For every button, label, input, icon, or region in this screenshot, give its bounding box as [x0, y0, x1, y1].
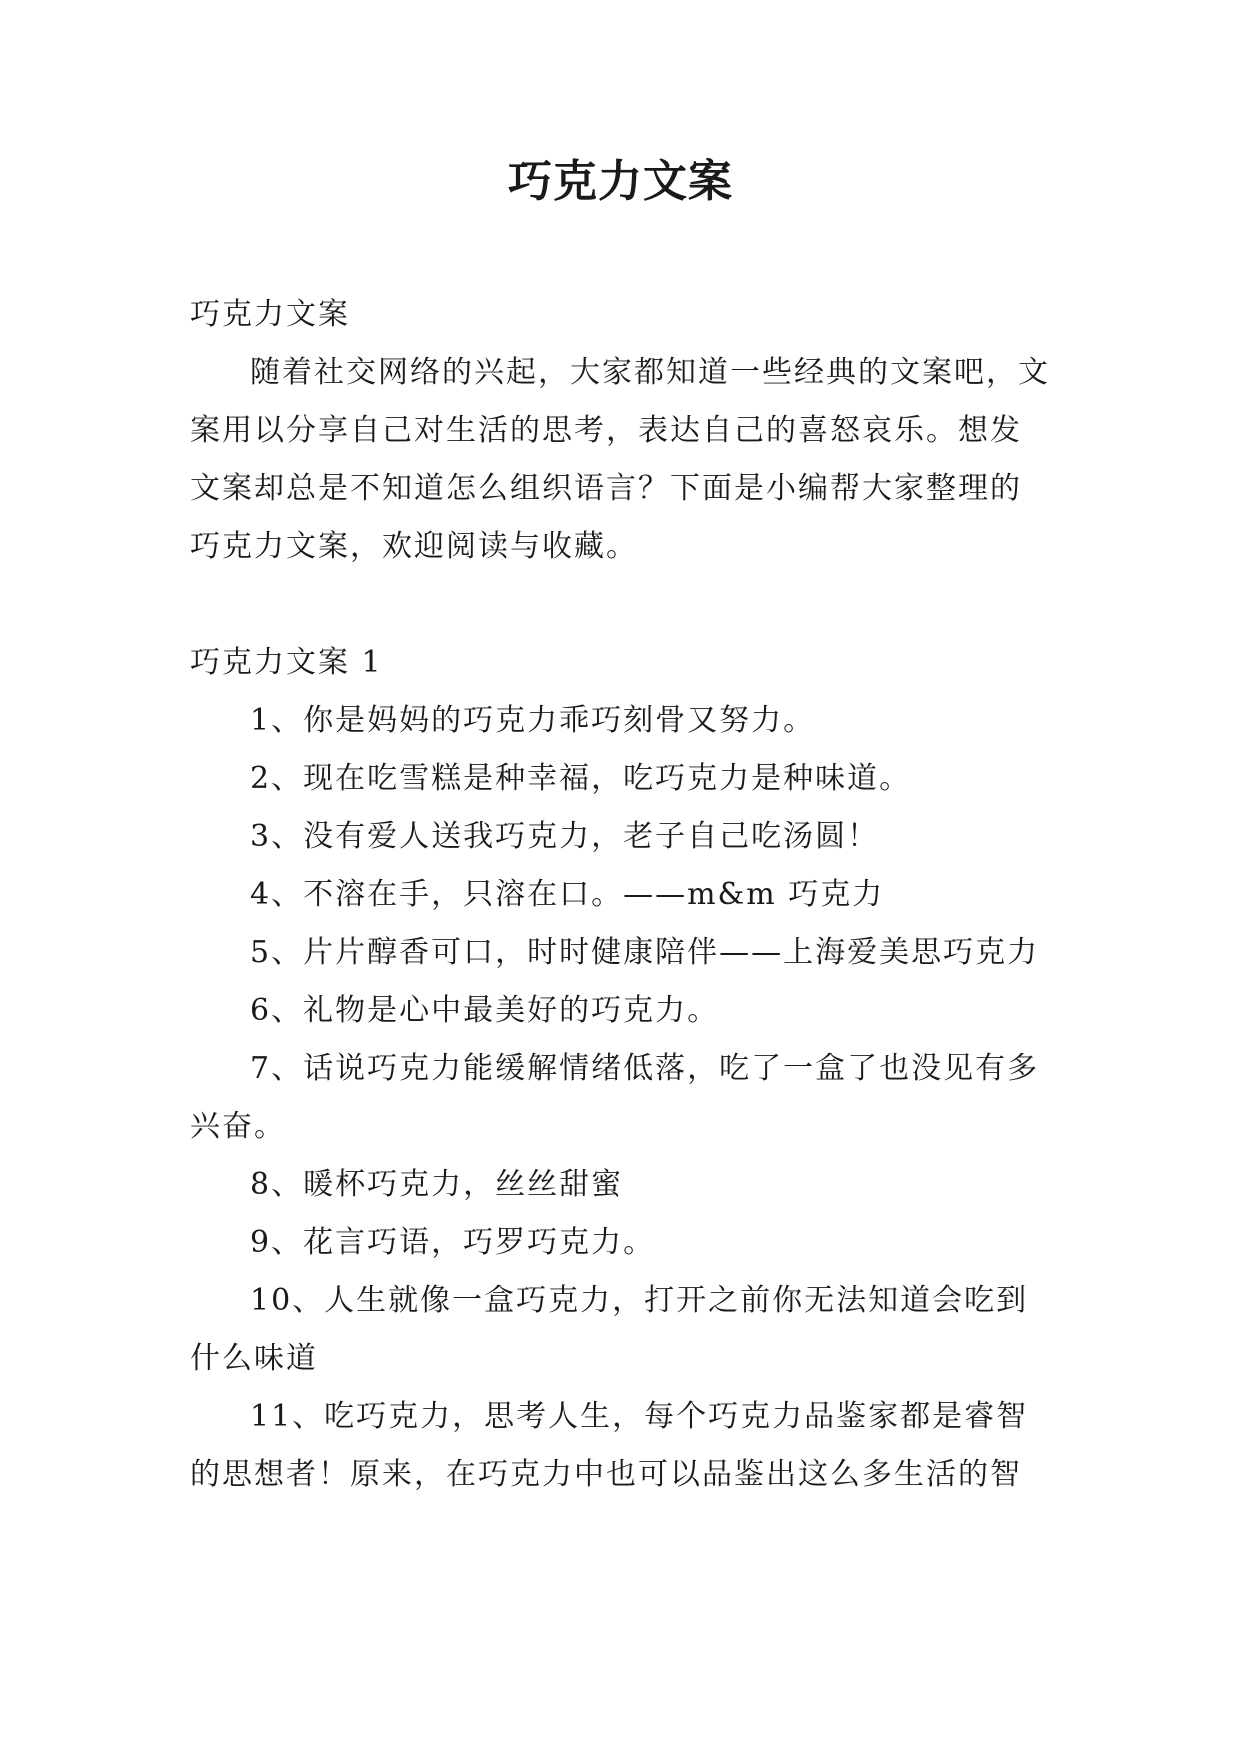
- section-title: 巧克力文案 1: [190, 645, 383, 680]
- document-body: [190, 286, 1050, 1504]
- page-title: 巧克力文案: [508, 156, 733, 207]
- paragraph-spacer: [190, 576, 1050, 634]
- list-item: 6、礼物是心中最美好的巧克力。: [250, 993, 720, 1028]
- document-heading: 巧克力文案: [190, 297, 350, 332]
- list-item: 7、话说巧克力能缓解情绪低落，吃了一盒了也没见有多兴奋。: [190, 1051, 1040, 1144]
- list-item: 8、暖杯巧克力，丝丝甜蜜: [250, 1167, 624, 1202]
- list-item: 2、现在吃雪糕是种幸福，吃巧克力是种味道。: [250, 761, 912, 796]
- list-item: 5、片片醇香可口，时时健康陪伴——上海爱美思巧克力: [250, 935, 1040, 970]
- list-item: 9、花言巧语，巧罗巧克力。: [250, 1225, 656, 1260]
- list-item: 1、你是妈妈的巧克力乖巧刻骨又努力。: [250, 703, 816, 738]
- intro-paragraph: 随着社交网络的兴起，大家都知道一些经典的文案吧，文案用以分享自己对生活的思考，表达自己的喜怒哀乐。想发文案却总是不知道怎么组织语言？下面是小编帮大家整理的巧克力文案，欢迎阅读与收藏。: [190, 355, 1050, 564]
- list-item: 4、不溶在手，只溶在口。——m&m 巧克力: [250, 877, 885, 912]
- list-item: 10、人生就像一盒巧克力，打开之前你无法知道会吃到什么味道: [190, 1283, 1029, 1376]
- list-item: 11、吃巧克力，思考人生，每个巧克力品鉴家都是睿智的思想者！原来，在巧克力中也可以品鉴出这么多生活的智: [190, 1399, 1029, 1492]
- list-item: 3、没有爱人送我巧克力，老子自己吃汤圆！: [250, 819, 880, 854]
